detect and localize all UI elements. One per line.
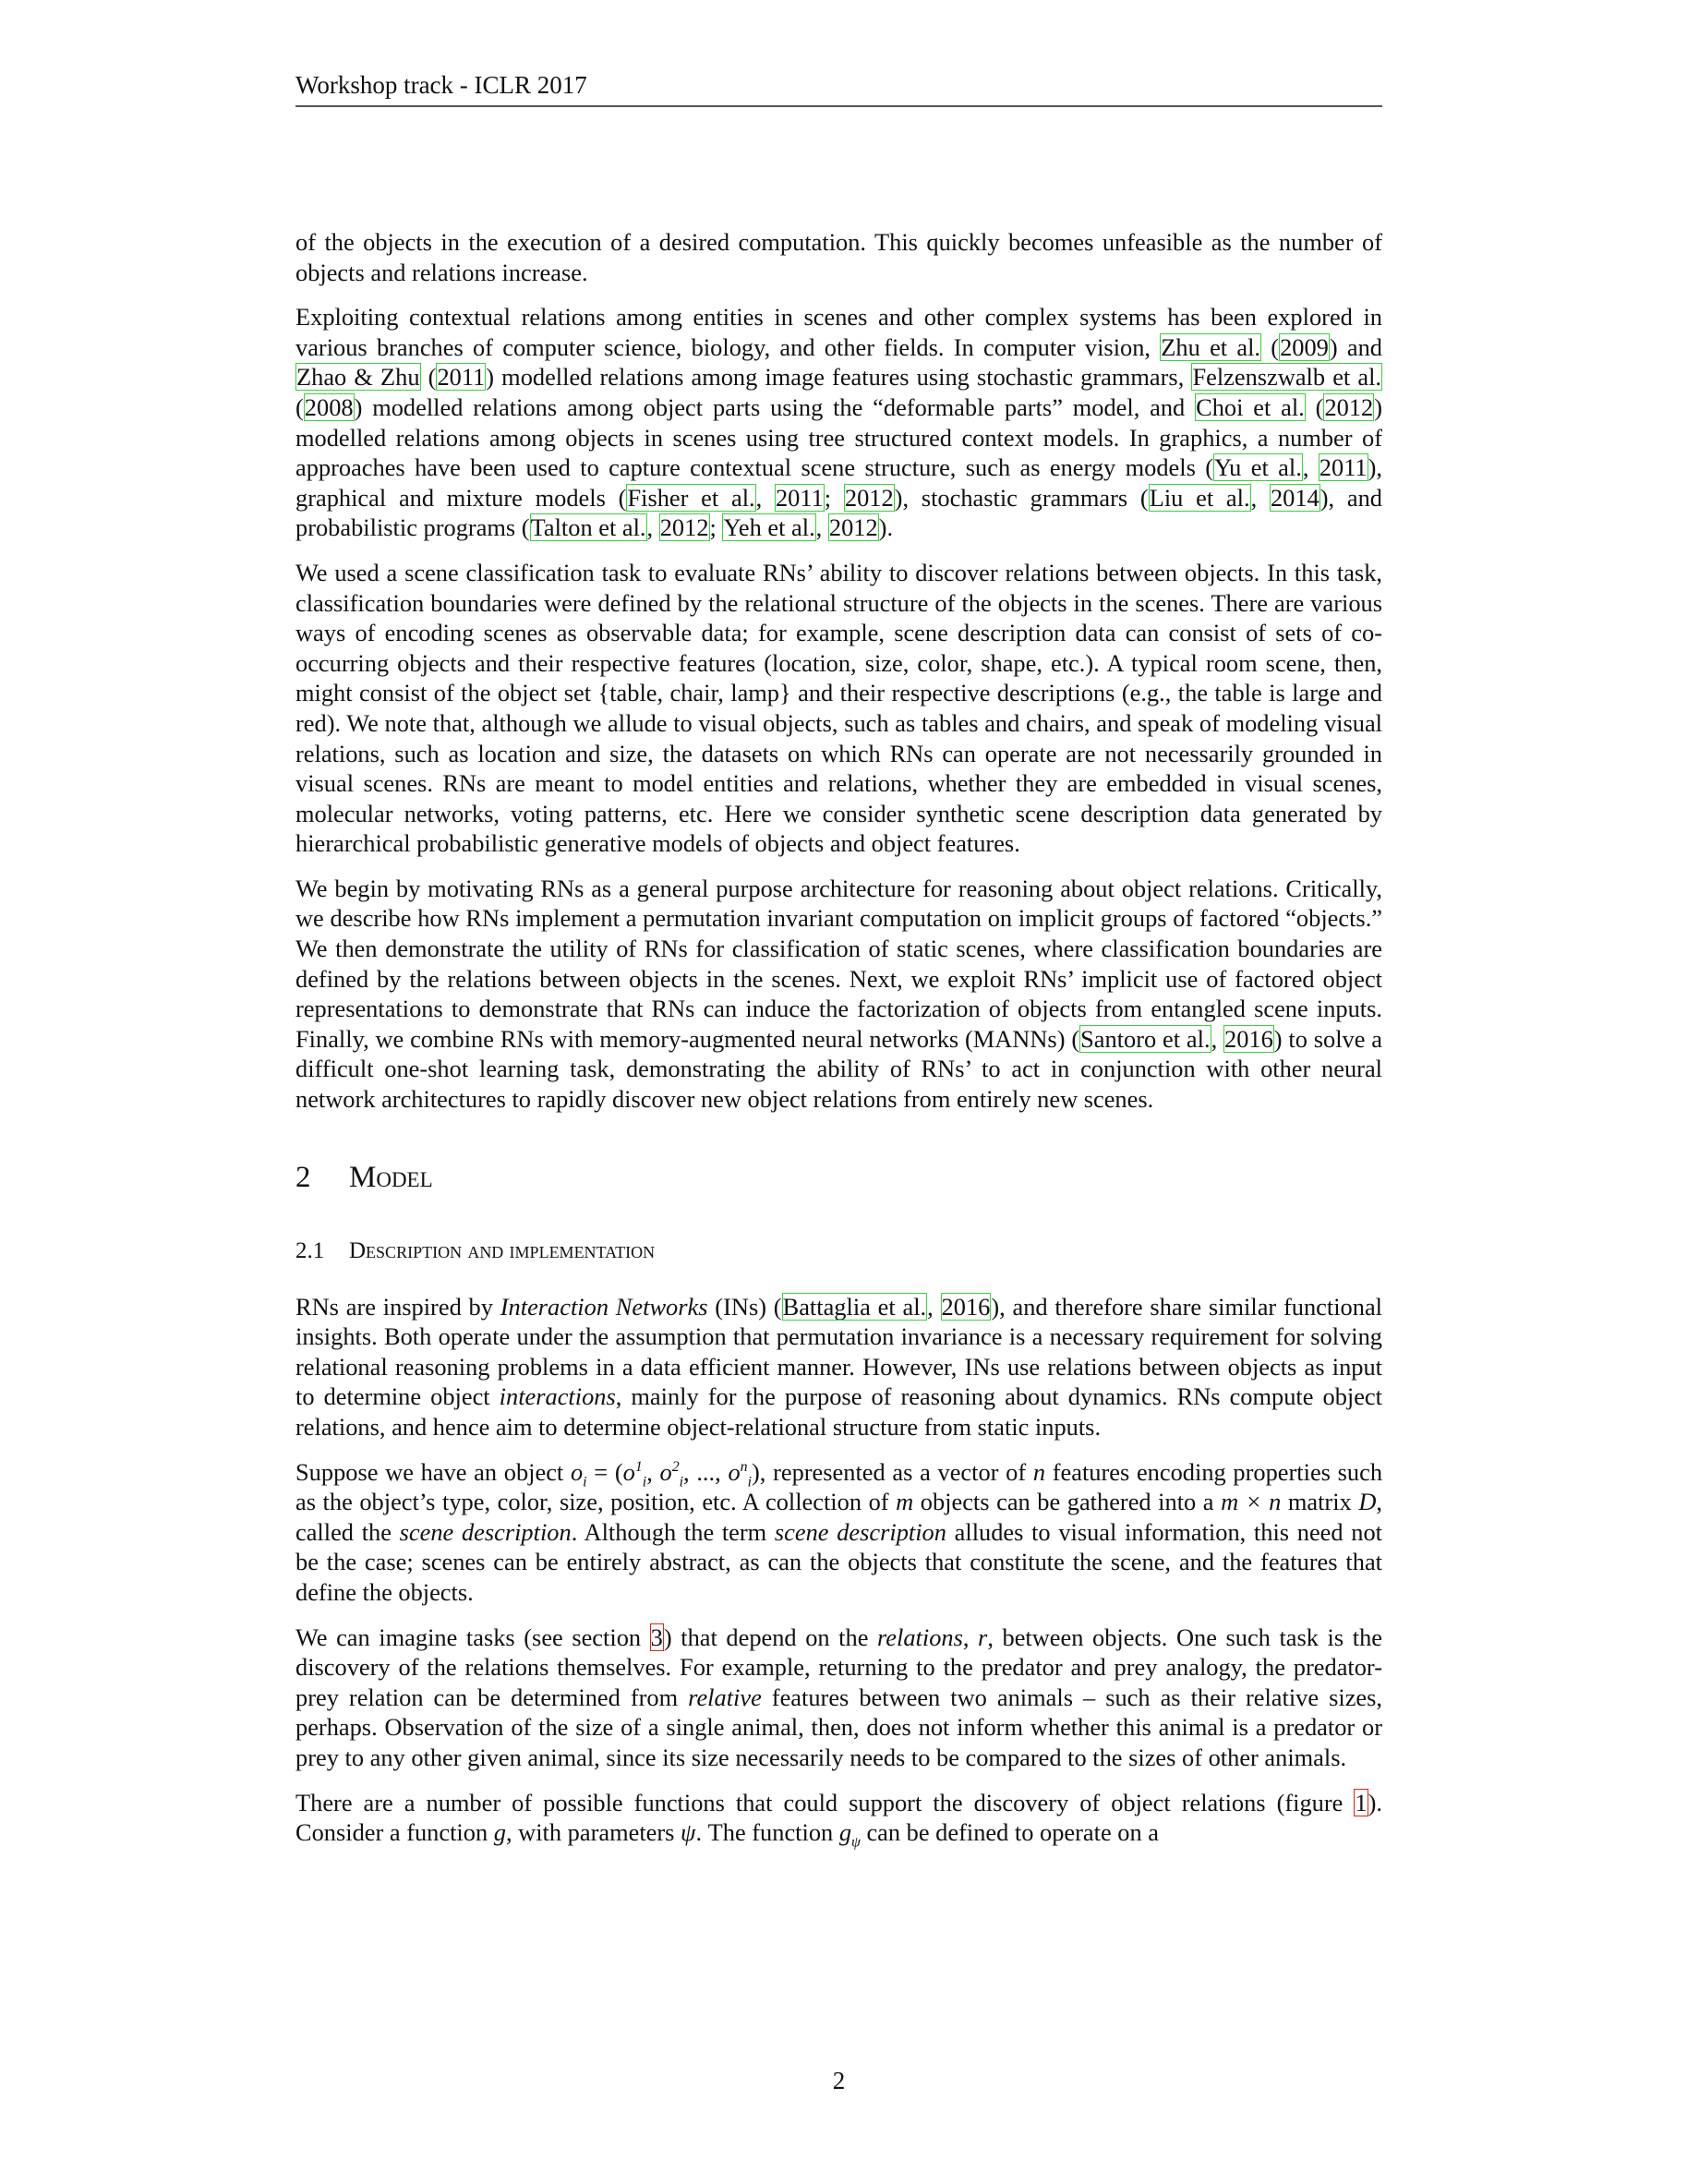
citation-year-link[interactable]: 2012 [828,513,878,542]
paragraph-scene-classification: We used a scene classification task to evaluate RNs’ ability to discover relations between objects. In this task, classification boundaries were defined by the relational structure of the objects in the scenes. There are various ways of encoding scenes as observable data; for example, scene description data can consist of sets of co-occurring objects and their respective features (location, size, color, shape, etc.). A typical room scene, then, might consist of the object set {table, chair, lamp} and their respective descriptions (e.g., the table is large and red). We note that, although we allude to visual objects, such as tables and chairs, and speak of modeling visual relations, such as location and size, the datasets on which RNs can operate are not necessarily grounded in visual scenes. RNs are meant to model entities and relations, whether they are embedded in visual scenes, molecular networks, voting patterns, etc. Here we consider synthetic scene description data generated by hierarchical probabilistic generative models of objects and object features. [295,558,1382,858]
citation-year-link[interactable]: 2011 [775,483,824,512]
paragraph-continuation: of the objects in the execution of a desired computation. This quickly becomes unfeasible as the number of objects and relations increase. [295,228,1382,286]
citation-year-link[interactable]: 2012 [844,483,894,512]
math-m-by-n: m × n [1221,1488,1282,1516]
citation-link[interactable]: Yeh et al. [723,513,815,542]
citation-year-link[interactable]: 2016 [941,1292,991,1321]
citation-year-link[interactable]: 2016 [1224,1024,1273,1053]
citation-link[interactable]: Yu et al. [1214,453,1302,482]
page-body [295,227,1382,1863]
section-crossref-link[interactable]: 3 [650,1623,663,1651]
paragraph-related-work: Exploiting contextual relations among entities in scenes and other complex systems has been explored in various branches of computer science, biology, and other fields. In computer vision, Zhu et al. (2009) and Zhao & Zhu (2011) modelled relations among image features using stochastic grammars, Felzenszwalb et al. (2008) modelled relations among object parts using the “deformable parts” model, and Choi et al. (2012) modelled relations among objects in scenes using tree structured context models. In graphics, a number of approaches have been used to capture contextual scene structure, such as energy models (Yu et al., 2011), graphical and mixture models (Fisher et al., 2011; 2012), stochastic grammars (Liu et al., 2014), and probabilistic programs (Talton et al., 2012; Yeh et al., 2012). [295,303,1383,542]
page-number: 2 [832,2067,846,2094]
citation-year-link[interactable]: 2014 [1270,483,1319,512]
math-object: $o_i$ [570,1457,587,1490]
math-g-psi: $g_\psi$ [838,1818,861,1851]
citation-link[interactable]: Fisher et al. [627,483,755,512]
citation-year-link[interactable]: 2011 [437,363,486,392]
citation-link[interactable]: Zhao & Zhu [296,363,420,392]
paragraph-object-definition: Suppose we have an object $o_i = (o^1_i$, $o^2_i$, ..., $o^n_i$), represented as a vector of n features encoding properties such as the object’s type, color, size, position, etc. A collection of m objects can be gathered into a m × n matrix D, called the scene description. Although the term scene description alludes to visual information, this need not be the case; scenes can be entirely abstract, as can the objects that constitute the scene, and the features that define the objects. [295,1457,1383,1606]
math-n: n [1032,1457,1046,1486]
running-header: Workshop track - ICLR 2017 [295,70,1382,107]
citation-link[interactable]: Felzenszwalb et al. [1192,363,1382,392]
subsection-heading-description: 2.1 Description and implementation [295,1237,656,1263]
citation-year-link[interactable]: 2012 [1324,392,1374,421]
section-heading-model: 2 Model [295,1160,433,1194]
figure-crossref-link[interactable]: 1 [1355,1788,1368,1816]
citation-link[interactable]: Liu et al. [1149,483,1250,512]
citation-link[interactable]: Santoro et al. [1080,1024,1211,1053]
citation-link[interactable]: Talton et al. [530,513,646,542]
paragraph-interaction-networks: RNs are inspired by Interaction Networks (INs) (Battaglia et al., 2016), and therefore share similar functional insights. Both operate under the assumption that permutation invariance is a necessary requirement for solving relational reasoning problems in a data efficient manner. However, INs use relations between objects as input to determine object interactions, mainly for the purpose of reasoning about dynamics. RNs compute object relations, and hence aim to determine object-relational structure from static inputs. [295,1292,1382,1441]
citation-year-link[interactable]: 2012 [659,513,709,542]
citation-link[interactable]: Choi et al. [1196,392,1305,421]
paragraph-functions: There are a number of possible functions that could support the discovery of object relations (figure 1). Consider a function g, with parameters ψ. The function $g_\psi$ can be defined to operate on a [295,1788,1382,1851]
math-m: m [896,1488,914,1516]
citation-year-link[interactable]: 2011 [1319,453,1368,482]
citation-year-link[interactable]: 2009 [1280,332,1329,361]
paragraph-relations: We can imagine tasks (see section 3) that depend on the relations, r, between objects. One such task is the discovery of the relations themselves. For example, returning to the predator and prey analogy, the predator-prey relation can be determined from relative features between two animals – such as their relative sizes, perhaps. Observation of the size of a single animal, then, does not inform whether this animal is a predator or prey to any other given animal, since its size necessarily needs to be compared to the sizes of other animals. [295,1623,1383,1771]
math-feature-1: $o^1_i$ [622,1457,647,1490]
citation-year-link[interactable]: 2008 [304,392,354,421]
math-feature-n: $o^n_i$ [728,1457,752,1490]
math-D: D [1358,1488,1377,1516]
citation-link[interactable]: Zhu et al. [1161,332,1261,361]
math-feature-2: $o^2_i$ [659,1457,684,1490]
citation-link[interactable]: Battaglia et al. [782,1292,927,1321]
paragraph-overview: We begin by motivating RNs as a general purpose architecture for reasoning about object relations. Critically, we describe how RNs implement a permutation invariant computation on implicit groups of factored “objects.” We then demonstrate the utility of RNs for classification of static scenes, where classification boundaries are defined by the relations between objects in the scenes. Next, we exploit RNs’ implicit use of factored object representations to demonstrate that RNs can induce the factorization of objects from entangled scene inputs. Finally, we combine RNs with memory-augmented neural networks (MANNs) (Santoro et al., 2016) to solve a difficult one-shot learning task, demonstrating the ability of RNs’ to act in conjunction with other neural network architectures to rapidly discover new object relations from entirely new scenes. [295,874,1383,1114]
